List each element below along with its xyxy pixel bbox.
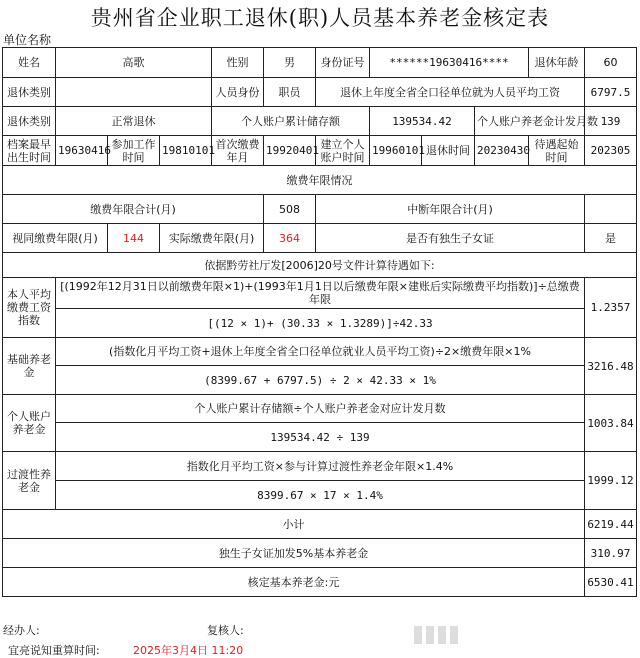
final-label: 核定基本养老金:元	[3, 568, 585, 597]
table-row	[3, 481, 637, 510]
basis-text: 依据黔劳社厅发[2006]20号文件计算待遇如下:	[3, 253, 637, 278]
transition-value: 1999.12	[585, 452, 637, 510]
table-row	[3, 338, 637, 366]
bonus-label: 独生子女证加发5%基本养老金	[3, 539, 585, 568]
final-value: 6530.41	[585, 568, 637, 597]
table-row	[3, 195, 637, 224]
section-title: 缴费年限情况	[3, 166, 637, 195]
retire-type-label: 退休类别	[3, 78, 56, 107]
deemed-years-label: 视同缴费年限(月)	[3, 224, 108, 253]
personal-formula: 个人账户累计存储额÷个人账户养老金对应计发月数	[56, 395, 585, 423]
table-row	[3, 539, 637, 568]
total-years-label: 缴费年限合计(月)	[3, 195, 264, 224]
transition-calc: 8399.67 × 17 × 1.4%	[56, 481, 585, 510]
name-value: 高歌	[56, 48, 212, 78]
pension-table	[2, 47, 637, 597]
retire-category-label: 退休类别	[3, 107, 56, 136]
only-child-value: 是	[585, 224, 637, 253]
account-est-label: 建立个人账户时间	[316, 136, 370, 166]
table-row	[3, 452, 637, 481]
avg-wage-label: 退休上年度全省全口径单位就为人员平均工资	[316, 78, 585, 107]
subtotal-value: 6219.44	[585, 510, 637, 539]
table-row	[3, 510, 637, 539]
retire-type-empty	[56, 78, 212, 107]
name-label: 姓名	[3, 48, 56, 78]
work-start-label: 参加工作时间	[108, 136, 160, 166]
id-value: ******19630416****	[370, 48, 529, 78]
table-row	[3, 395, 637, 423]
gap-years-value	[585, 195, 637, 224]
table-row	[3, 253, 637, 278]
table-row	[3, 366, 637, 395]
table-row	[3, 48, 637, 78]
retire-time-value: 20230430	[475, 136, 529, 166]
benefit-start-value: 202305	[585, 136, 637, 166]
retire-time-label: 退休时间	[422, 136, 475, 166]
index-calc: [(12 × 1)+ (30.33 × 1.3289)]÷42.33	[56, 309, 585, 338]
personal-value: 1003.84	[585, 395, 637, 452]
table-row	[3, 278, 637, 309]
personal-calc: 139534.42 ÷ 139	[56, 423, 585, 452]
recalc-time: 2025年3月4日 11:20	[133, 644, 244, 657]
gender-value: 男	[264, 48, 316, 78]
payout-months-value: 139	[585, 107, 637, 136]
benefit-start-label: 待遇起始时间	[529, 136, 585, 166]
table-row	[3, 309, 637, 338]
table-row	[3, 107, 637, 136]
basic-value: 3216.48	[585, 338, 637, 395]
only-child-label: 是否有独生子女证	[316, 224, 585, 253]
actual-years-label: 实际缴费年限(月)	[160, 224, 264, 253]
table-row	[3, 78, 637, 107]
table-row	[3, 224, 637, 253]
identity-label: 人员身份	[212, 78, 264, 107]
identity-value: 职员	[264, 78, 316, 107]
index-value: 1.2357	[585, 278, 637, 338]
age-label: 退休年龄	[529, 48, 585, 78]
avg-wage-value: 6797.5	[585, 78, 637, 107]
transition-label: 过渡性养老金	[3, 452, 56, 510]
personal-label: 个人账户养老金	[3, 395, 56, 452]
id-label: 身份证号	[316, 48, 370, 78]
first-pay-label: 首次缴费年月	[212, 136, 264, 166]
unit-label: 单位名称	[3, 33, 52, 47]
retire-category-value: 正常退休	[56, 107, 212, 136]
basic-calc: (8399.67 + 6797.5) ÷ 2 × 42.33 × 1%	[56, 366, 585, 395]
deemed-years-value: 144	[108, 224, 160, 253]
index-label: 本人平均缴费工资指数	[3, 278, 56, 338]
account-balance-value: 139534.42	[370, 107, 475, 136]
gender-label: 性别	[212, 48, 264, 78]
work-start-value: 19810101	[160, 136, 212, 166]
reviewer-label: 复核人:	[207, 624, 244, 637]
table-row	[3, 136, 637, 166]
transition-formula: 指数化月平均工资×参与计算过渡性养老金年限×1.4%	[56, 452, 585, 481]
watermark-icon	[410, 620, 470, 650]
index-formula: [(1992年12月31日以前缴费年限×1)+(1993年1月1日以后缴费年限×建账后实际缴费平均指数)]÷总缴费年限	[56, 278, 585, 309]
age-value: 60	[585, 48, 637, 78]
gap-years-label: 中断年限合计(月)	[316, 195, 585, 224]
first-pay-value: 19920401	[264, 136, 316, 166]
bonus-value: 310.97	[585, 539, 637, 568]
subtotal-label: 小计	[3, 510, 585, 539]
birth-value: 19630416	[56, 136, 108, 166]
birth-label: 档案最早出生时间	[3, 136, 56, 166]
account-est-value: 19960101	[370, 136, 422, 166]
table-row	[3, 166, 637, 195]
recalc-label: 宜亮说知重算时间:	[8, 644, 100, 657]
payout-months-label: 个人账户养老金计发月数	[475, 107, 585, 136]
page-title: 贵州省企业职工退休(职)人员基本养老金核定表	[90, 6, 550, 30]
basic-label: 基础养老金	[3, 338, 56, 395]
account-balance-label: 个人账户累计储存额	[212, 107, 370, 136]
total-years-value: 508	[264, 195, 316, 224]
actual-years-value: 364	[264, 224, 316, 253]
basic-formula: (指数化月平均工资+退休上年度全省全口径单位就业人员平均工资)÷2×缴费年限×1%	[56, 338, 585, 366]
table-row	[3, 423, 637, 452]
handler-label: 经办人:	[3, 624, 40, 637]
table-row	[3, 568, 637, 597]
